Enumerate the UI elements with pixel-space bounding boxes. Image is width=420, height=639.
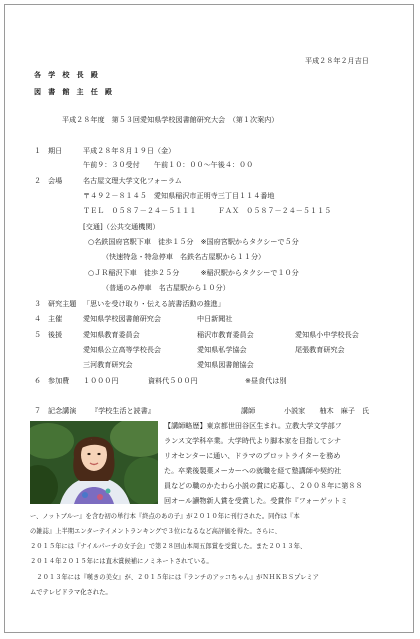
bio-line: た。卒業後製菓メーカーへの就職を経て塾講師や契約社	[164, 466, 342, 475]
bio-line: 員などの職のかたわら小説の賞に応募し、２００８年に第８８	[164, 481, 363, 490]
route-jr: ○ＪＲ稲沢下車 徒歩２５分 ※稲沢駅からタクシーで１０分	[88, 268, 299, 277]
portrait-illustration	[30, 421, 158, 504]
participation-fee: １０００円	[83, 376, 119, 385]
transport-header: [交通]（公共交通機関）	[83, 222, 160, 231]
bio-line: ー、ノットブルー』を含む初の単行本『終点のあの子』が２０１０年に刊行された。同作は『本	[30, 513, 300, 520]
research-theme: 「思いを受け取り・伝える読書活動の推進」	[83, 299, 225, 308]
item-6-label: 参加費	[48, 376, 70, 385]
support-org: 愛知県私学協会	[197, 345, 247, 354]
item-3-number: ３	[34, 299, 42, 308]
route-jr-note: （普通のみ停車 名古屋駅から１０分）	[102, 283, 230, 292]
bio-line: ２０１３年には『嘆きの美女』が、２０１５年には『ランチのアッコちゃん』がＮＨＫＢＳプレミア	[30, 574, 319, 581]
speaker-portrait-photo	[30, 421, 158, 504]
support-org: 稲沢市教育委員会	[197, 330, 254, 339]
item-5-number: ５	[34, 330, 42, 339]
support-org: 尾張教育研究会	[295, 345, 345, 354]
bio-line: ２０１５年には『ナイルパーチの女子会』で第２８回山本周五郎賞を受賞した。また２０１３年、	[30, 543, 307, 550]
lecturer-role: 講師	[241, 406, 256, 415]
bio-line: 【講師略歴】東京都世田谷区生まれ。立教大学文学部フ	[164, 421, 342, 430]
route-meitetsu-note: （快速特急・特急停車 名鉄名古屋駅から１１分）	[102, 252, 266, 261]
bio-line: リオセンターに通い、ドラマのプロットライターを務め	[164, 451, 341, 460]
lecture-title: 『学校生活と読書』	[91, 406, 155, 415]
bio-line: ２０１４年２０１５年には直木賞候補にノミネートされている。	[30, 558, 213, 565]
host-association: 愛知県学校図書館研究会	[83, 314, 162, 323]
item-7-label: 記念講演	[48, 406, 77, 415]
support-org: 愛知県小中学校長会	[295, 330, 359, 339]
lecturer-name: 小説家 柚木 麻子 氏	[284, 406, 370, 415]
venue-tel-fax: ＴＥＬ ０５８７－２４－５１１１ ＦＡＸ ０５８７－２４－５１１５	[83, 206, 332, 215]
bio-line: ムでテレビドラマ化された。	[30, 589, 112, 596]
bio-line: 回オール讀物新人賞を受賞した。受賞作『フォーゲットミ	[164, 496, 348, 505]
route-meitetsu: ○名鉄国府宮駅下車 徒歩１５分 ※国府宮駅からタクシーで５分	[88, 237, 299, 246]
event-times: 午前９：３０受付 午前１０：００～午後４：００	[83, 160, 254, 169]
item-3-label: 研究主題	[48, 299, 77, 308]
item-6-number: ６	[34, 376, 42, 385]
host-newspaper: 中日新聞社	[197, 314, 233, 323]
item-2-label: 会場	[48, 176, 63, 185]
item-1-label: 期日	[48, 146, 63, 155]
item-2-number: ２	[34, 176, 42, 185]
bio-line: ランス文学科卒業。大学時代より脚本家を目指してシナ	[164, 436, 342, 445]
support-org: 愛知県教育委員会	[83, 330, 140, 339]
venue-address: 〒４９２－８１４５ 愛知県稲沢市正明寺三丁目１１４番地	[83, 191, 275, 200]
item-5-label: 後援	[48, 330, 63, 339]
lunch-note: ※昼食代は別	[245, 376, 287, 385]
item-4-number: ４	[34, 314, 42, 323]
item-1-number: １	[34, 146, 42, 155]
venue-name: 名古屋文理大学文化フォーラム	[83, 176, 182, 185]
materials-fee: 資料代５００円	[148, 376, 198, 385]
item-7-number: ７	[34, 406, 42, 415]
support-org: 愛知県公立高等学校長会	[83, 345, 162, 354]
document-title: 平成２８年度 第５３回愛知県学校図書館研究大会 （第１次案内）	[62, 115, 279, 124]
bio-line: の雑誌』上半期エンターテイメントランキングで３位になるなど高評価を得た。さらに、	[30, 528, 281, 535]
addressee-principal: 各 学 校 長 殿	[34, 70, 98, 79]
document-date: 平成２８年２月吉日	[305, 56, 369, 65]
addressee-librarian: 図 書 館 主 任 殿	[34, 87, 113, 96]
support-org: 愛知県図書館協会	[197, 360, 254, 369]
support-org: 三河教育研究会	[83, 360, 133, 369]
item-4-label: 主催	[48, 314, 63, 323]
event-date: 平成２８年８月１９日（金）	[83, 146, 176, 155]
